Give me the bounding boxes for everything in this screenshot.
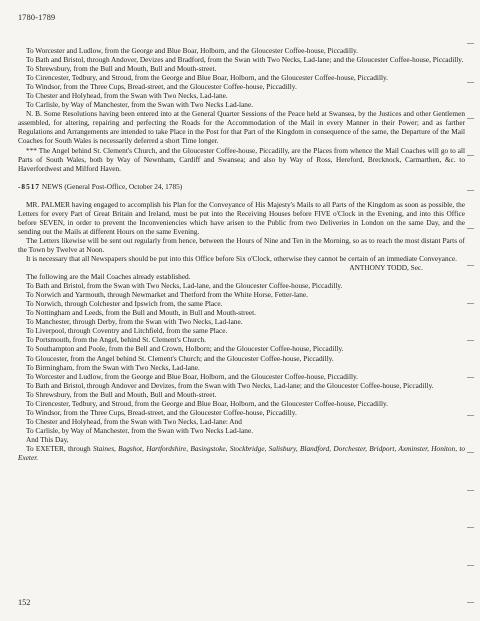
margin-tick bbox=[467, 43, 474, 44]
post-office-notice bbox=[18, 200, 465, 263]
paragraph: To Cirencester, Tedbury, and Stroud, from the George and Blue Boar, Holborn, and the Gloucester Coffee-house, Piccadilly. bbox=[26, 398, 388, 408]
paragraph: MR. PALMER having engaged to accomplish his Plan for the Conveyance of His Majesty's Mails to all Parts of the Kingdom as soon as possible, the Letters for every Part of Great Britain and Ireland, must be put into the Receiving Houses before FIVE o'Clock in the Evening, and into this Office before SEVEN, in order to prevent the Inconveniencies which have arisen to the Public from two Deliveries in London on the same Day, and the sending out the Mails at different Hours on the same Evening. bbox=[18, 199, 465, 236]
paragraph: To Shrewsbury, from the Bull and Mouth, Bull and Mouth-street. bbox=[26, 64, 217, 74]
news-number: -8517 bbox=[18, 181, 41, 191]
paragraph: To Norwich, through Colchester and Ipswich from, the same Place. bbox=[26, 299, 223, 309]
exeter-places: Staines, Bagshot, Hartfordshire, Basingstoke, Stockbridge, Salisbury, Blandford, Dorchester, Bridport, Axminster, Honiton, to Exeter. bbox=[18, 443, 465, 463]
page-number: 152 bbox=[18, 598, 31, 607]
paragraph: To Bath and Bristol, through Andover and Devizes, from the Swan with Two Necks, Lad-lane; and the Gloucester Coffee-house, Piccadilly. bbox=[26, 380, 434, 390]
signature: ANTHONY TODD, Sec. bbox=[349, 263, 423, 273]
margin-tick bbox=[467, 303, 474, 304]
paragraph: *** The Angel behind St. Clement's Church, and the Gloucester Coffee-house, Piccadilly, are the Places from whence the Mail Coaches will go to all Parts of South Wales, both by Way of Newnham, Cardiff and Swansea; and also by Way of Ross, Hereford, Brecknock, Carmarthen, &c. to Haverfordwest and Milford Haven. bbox=[18, 145, 465, 173]
margin-tick bbox=[467, 340, 474, 341]
mail-coach-list bbox=[18, 272, 465, 444]
exeter-route bbox=[18, 444, 465, 462]
margin-tick bbox=[467, 602, 474, 603]
paragraph: The following are the Mail Coaches already established. bbox=[26, 272, 191, 282]
margin-tick bbox=[467, 82, 474, 83]
spacer bbox=[18, 191, 465, 200]
paragraph: N. B. Some Resolutions having been entered into at the General Quarter Sessions of the Peace held at Swansea, by the Justices and other Gentlemen assembled, for altering, repairing and perfecting the Roads for the Accommodation of the Mail in every Manner in their Power; and as farther Regulations and Arrangements are intended to take Place in the Post for that Part of the Kingdom in consequence of the same, the Departure of the Mail Coaches for South Wales is necessarily deferred a short Time longer. bbox=[18, 109, 465, 146]
paragraph: To Southampton and Poole, from the Bell and Crown, Holborn; and the Gloucester Coffee-house, Piccadilly. bbox=[26, 344, 344, 354]
paragraph: To Worcester and Ludlow, from the George and Blue Boar, Holborn, and the Gloucester Coffee-house, Piccadilly. bbox=[26, 46, 359, 55]
paragraph: To Nottingham and Leeds, from the Bull and Mouth, in Bull and Mouth-street. bbox=[26, 308, 256, 318]
news-label: NEWS bbox=[41, 181, 63, 191]
margin-tick bbox=[467, 265, 474, 266]
news-heading bbox=[18, 182, 465, 191]
paragraph: The Letters likewise will be sent out regularly from hence, between the Hours of Nine and Ten in the Morning, so as to reach the most distant Parts of the Town by Twelve at Noon. bbox=[18, 235, 465, 254]
paragraph: To Carlisle, by Way of Manchester, from the Swan with Two Necks Lad-lane. bbox=[26, 100, 254, 110]
margin-tick bbox=[467, 565, 474, 566]
paragraph: To Bath and Bristol, through Andover, Devizes and Bradford, from the Swan with Two Necks, Lad-lane; and the Gloucester Coffee-house, Piccadilly. bbox=[26, 55, 464, 65]
margin-tick bbox=[467, 155, 474, 156]
paragraph: To Portsmouth, from the Angel, behind St. Clement's Church. bbox=[26, 335, 206, 345]
paragraph: To Carlisle, by Way of Manchester, from the Swan with Two Necks Lad-lane. bbox=[26, 425, 254, 435]
margin-tick bbox=[467, 452, 474, 453]
paragraph: To Shrewsbury, from the Bull and Mouth, Bull and Mouth-street. bbox=[26, 389, 217, 399]
paragraph: To Liverpool, through Coventry and Litchfield, from the same Place. bbox=[26, 326, 228, 336]
margin-tick bbox=[467, 118, 474, 119]
body-text bbox=[18, 46, 465, 462]
paragraph: To Cirencester, Tedbury, and Stroud, from the George and Blue Boar, Holborn, and the Gloucester Coffee-house, Piccadilly. bbox=[26, 73, 388, 83]
margin-tick bbox=[467, 490, 474, 491]
margin-tick bbox=[467, 415, 474, 416]
paragraph: And This Day, bbox=[26, 434, 69, 444]
margin-tick bbox=[467, 190, 474, 191]
paragraph: To Chester and Holyhead, from the Swan with Two Necks, Lad-lane. bbox=[26, 91, 228, 101]
paragraph: It is necessary that all Newspapers should be put into this Office before Six o'Clock, otherwise they cannot be certain of an immediate Conveyance. bbox=[26, 253, 457, 263]
paragraph: To Windsor, from the Three Cups, Bread-street, and the Gloucester Coffee-house, Piccadilly. bbox=[26, 82, 297, 92]
margin-tick bbox=[467, 527, 474, 528]
paragraph: To Gloucester, from the Angel behind St. Clement's Church; and the Gloucester Coffee-house, Piccadilly. bbox=[26, 353, 334, 363]
paragraph: To Windsor, from the Three Cups, Bread-street, and the Gloucester Coffee-house, Piccadilly. bbox=[26, 407, 297, 417]
paragraph: To Chester and Holyhead, from the Swan with Two Necks, Lad-lane: And bbox=[26, 416, 242, 426]
spacer bbox=[18, 173, 465, 182]
running-header: 1780-1789 bbox=[18, 13, 56, 22]
news-source: (General Post-Office, October 24, 1785) bbox=[64, 181, 183, 191]
margin-tick bbox=[467, 228, 474, 229]
paragraph: To Birmingham, from the Swan with Two Necks, Lad-lane. bbox=[26, 362, 200, 372]
mail-coach-list-continued bbox=[18, 46, 465, 173]
paragraph: To Worcester and Ludlow, from the George and Blue Boar, Holborn, and the Gloucester Coffee-house, Piccadilly. bbox=[26, 371, 359, 381]
paragraph: To Manchester, through Derby, from the Swan with Two Necks, Lad-lane. bbox=[26, 317, 243, 327]
paragraph: To Bath and Bristol, from the Swan with Two Necks, Lad-lane, and the Gloucester Coffee-house, Piccadilly. bbox=[26, 281, 343, 291]
paragraph: To Norwich and Yarmouth, through Newmarket and Thetford from the White Horse, Fetter-lane. bbox=[26, 290, 308, 300]
margin-tick bbox=[467, 377, 474, 378]
exeter-lead: To EXETER, through bbox=[26, 443, 93, 453]
